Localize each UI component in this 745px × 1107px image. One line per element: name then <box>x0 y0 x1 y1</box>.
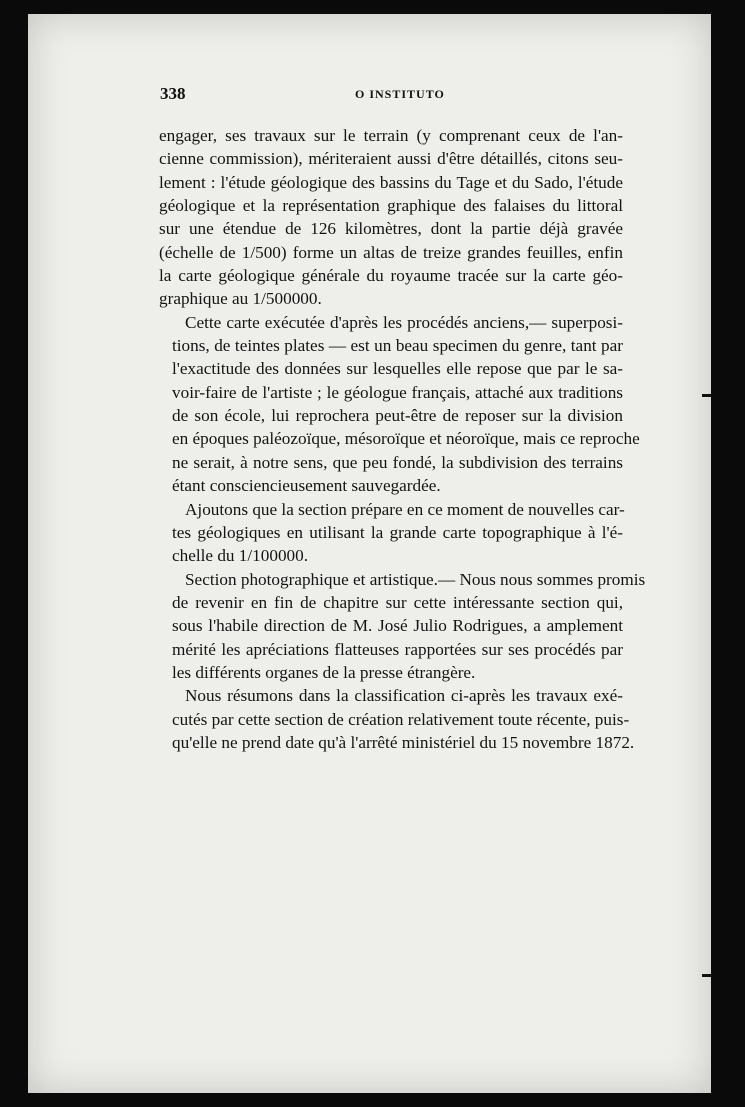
text-line: de son école, lui reprochera peut-être de reposer sur la division <box>172 406 623 426</box>
paragraph <box>159 568 646 685</box>
text-line: étant consciencieusement sauvegardée. <box>172 476 441 496</box>
text-line: sous l'habile direction de M. José Julio Rodrigues, a amplement <box>172 616 623 636</box>
text-line: en époques paléozoïque, mésoroïque et néoroïque, mais ce reproche <box>172 429 640 449</box>
text-line: sur une étendue de 126 kilomètres, dont la partie déjà gravée <box>159 219 623 239</box>
body-text <box>159 124 646 754</box>
text-line: de revenir en fin de chapitre sur cette intéressante section qui, <box>172 592 623 612</box>
text-line: la carte géologique générale du royaume tracée sur la carte géo- <box>159 266 623 286</box>
page-edge-mark <box>702 974 712 977</box>
text-line: Ajoutons que la section prépare en ce moment de nouvelles car- <box>185 499 625 519</box>
text-line: l'exactitude des données sur lesquelles elle repose que par le sa- <box>172 359 623 379</box>
page-edge-mark <box>702 394 712 397</box>
text-line: qu'elle ne prend date qu'à l'arrêté ministériel du 15 novembre 1872. <box>172 732 635 752</box>
text-line: Nous résumons dans la classification ci-après les travaux exé- <box>185 686 623 706</box>
text-line: Cette carte exécutée d'après les procédés anciens,— superposi- <box>185 312 623 332</box>
text-line: lement : l'étude géologique des bassins du Tage et du Sado, l'étude <box>159 172 623 192</box>
paragraph <box>159 498 623 568</box>
paragraph <box>159 124 623 311</box>
page-header <box>160 84 620 106</box>
text-line: cienne commission), mériteraient aussi d'être détaillés, citons seu- <box>159 149 623 169</box>
text-line: mérité les apréciations flatteuses rapportées sur ses procédés par <box>172 639 623 659</box>
text-line: Section photographique et artistique.— Nous nous sommes promis <box>185 569 646 589</box>
text-line: graphique au 1/500000. <box>159 289 322 309</box>
page-number: 338 <box>160 84 186 103</box>
text-line: cutés par cette section de création relativement toute récente, puis- <box>172 709 630 729</box>
text-line: ne serait, à notre sens, que peu fondé, la subdivision des terrains <box>172 452 623 472</box>
text-line: voir-faire de l'artiste ; le géologue français, attaché aux traditions <box>172 382 623 402</box>
paragraph <box>159 684 635 754</box>
text-line: les différents organes de la presse étrangère. <box>172 662 476 682</box>
text-line: engager, ses travaux sur le terrain (y comprenant ceux de l'an- <box>159 126 623 145</box>
running-title: O INSTITUTO <box>355 87 445 101</box>
text-line: chelle du 1/100000. <box>172 546 309 566</box>
text-line: tes géologiques en utilisant la grande carte topographique à l'é- <box>172 522 623 542</box>
text-line: (échelle de 1/500) forme un altas de treize grandes feuilles, enfin <box>159 242 623 262</box>
text-line: géologique et la représentation graphique des falaises du littoral <box>159 196 623 216</box>
paragraph <box>159 311 640 498</box>
text-line: tions, de teintes plates — est un beau specimen du genre, tant par <box>172 336 623 356</box>
